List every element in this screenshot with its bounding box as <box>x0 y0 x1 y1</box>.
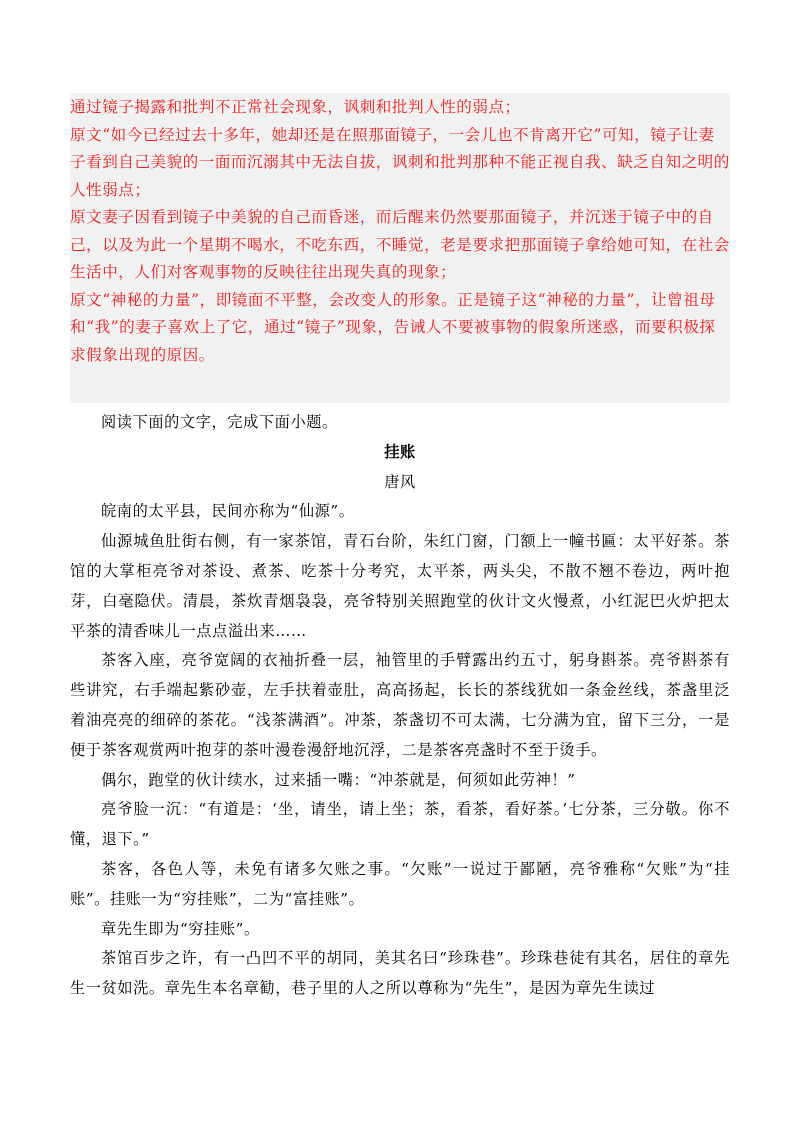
story-paragraph-1: 皖南的太平县，民间亦称为“仙源”。 <box>101 502 355 521</box>
answer-paragraph-4: 原文“神秘的力量”，即镜面不平整，会改变人的形象。正是镜子这“神秘的力量”，让曾祖母和“我”的妻子喜欢上了它，通过“镜子”现象，告诫人不要被事物的假象所迷惑，而要积极探求假象出现的原因。 <box>70 290 716 364</box>
answer-explanation-box <box>70 93 730 403</box>
story-paragraph-8: 茶馆百步之许，有一凸凹不平的胡同，美其名曰“珍珠巷”。珍珠巷徒有其名，居住的章先生一贫如洗。章先生本名章勧，巷子里的人之所以尊称为“先生”，是因为章先生读过 <box>70 949 730 998</box>
story-paragraph-7: 章先生即为“穷挂账”。 <box>101 919 260 938</box>
answer-paragraph-2: 原文“如今已经过去十多年，她却还是在照那面镜子，一会儿也不肯离开它”可知，镜子让妻子看到自己美貌的一面而沉溺其中无法自拔，讽刺和批判那种不能正视自我、缺乏自知之明的人性弱点； <box>70 125 730 199</box>
story-paragraph-5: 亮爷脸一沉：“有道是：‘坐，请坐，请上坐；茶，看茶，看好茶。’七分茶，三分敬。你不懂，退下。” <box>70 800 730 849</box>
story-paragraph-6: 茶客，各色人等，未免有诸多欠账之事。“欠账”一说过于鄙陋，亮爷雅称“欠账”为“挂账”。挂账一为“穷挂账”，二为“富挂账”。 <box>70 859 730 908</box>
answer-paragraph-1: 通过镜子揭露和批判不正常社会现象，讽刺和批判人性的弱点； <box>70 98 521 116</box>
answer-paragraph-3: 原文妻子因看到镜子中美貌的自己而昏迷，而后醒来仍然要那面镜子，并沉迷于镜子中的自己，以及为此一个星期不喝水，不吃东西，不睡觉，老是要求把那面镜子拿给她可知，在社会生活中，人们对客观事物的反映往往出现失真的现象； <box>70 208 730 281</box>
story-paragraph-2: 仙源城鱼肚街右侧，有一家茶馆，青石台阶，朱红门窗，门额上一幢书匾：太平好茶。茶馆的大掌柜亮爷对茶设、煮茶、吃茶十分考究，太平茶，两头尖，不散不翘不卷边，两叶抱芽，白毫隐伏。清晨，茶炊青烟袅袅，亮爷特别关照跑堂的伙计文火慢煮，小红泥巴火炉把太平茶的清香味儿一点点溢出来…… <box>70 532 730 640</box>
reading-instruction: 阅读下面的文字，完成下面小题。 <box>101 413 338 431</box>
story-paragraph-4: 偶尔，跑堂的伙计续水，过来插一嘴：“冲茶就是，何须如此劳神！” <box>101 770 576 789</box>
reading-passage <box>70 408 730 1004</box>
story-author: 唐风 <box>384 472 416 491</box>
story-paragraph-3: 茶客入座，亮爷宽阔的衣袖折叠一层，袖管里的手臂露出约五寸，躬身斟茶。亮爷斟茶有些讲究，右手端起紫砂壶，左手扶着壶肚，高高扬起，长长的茶线犹如一条金丝线，茶盏里泛着油亮亮的细碎的茶花。“浅茶满酒”。冲茶，茶盏切不可太满，七分满为宜，留下三分，一是便于茶客观赏两叶抱芽的茶叶漫卷漫舒地沉浮，二是茶客亮盏时不至于烫手。 <box>70 651 730 759</box>
story-title: 挂账 <box>384 442 416 461</box>
